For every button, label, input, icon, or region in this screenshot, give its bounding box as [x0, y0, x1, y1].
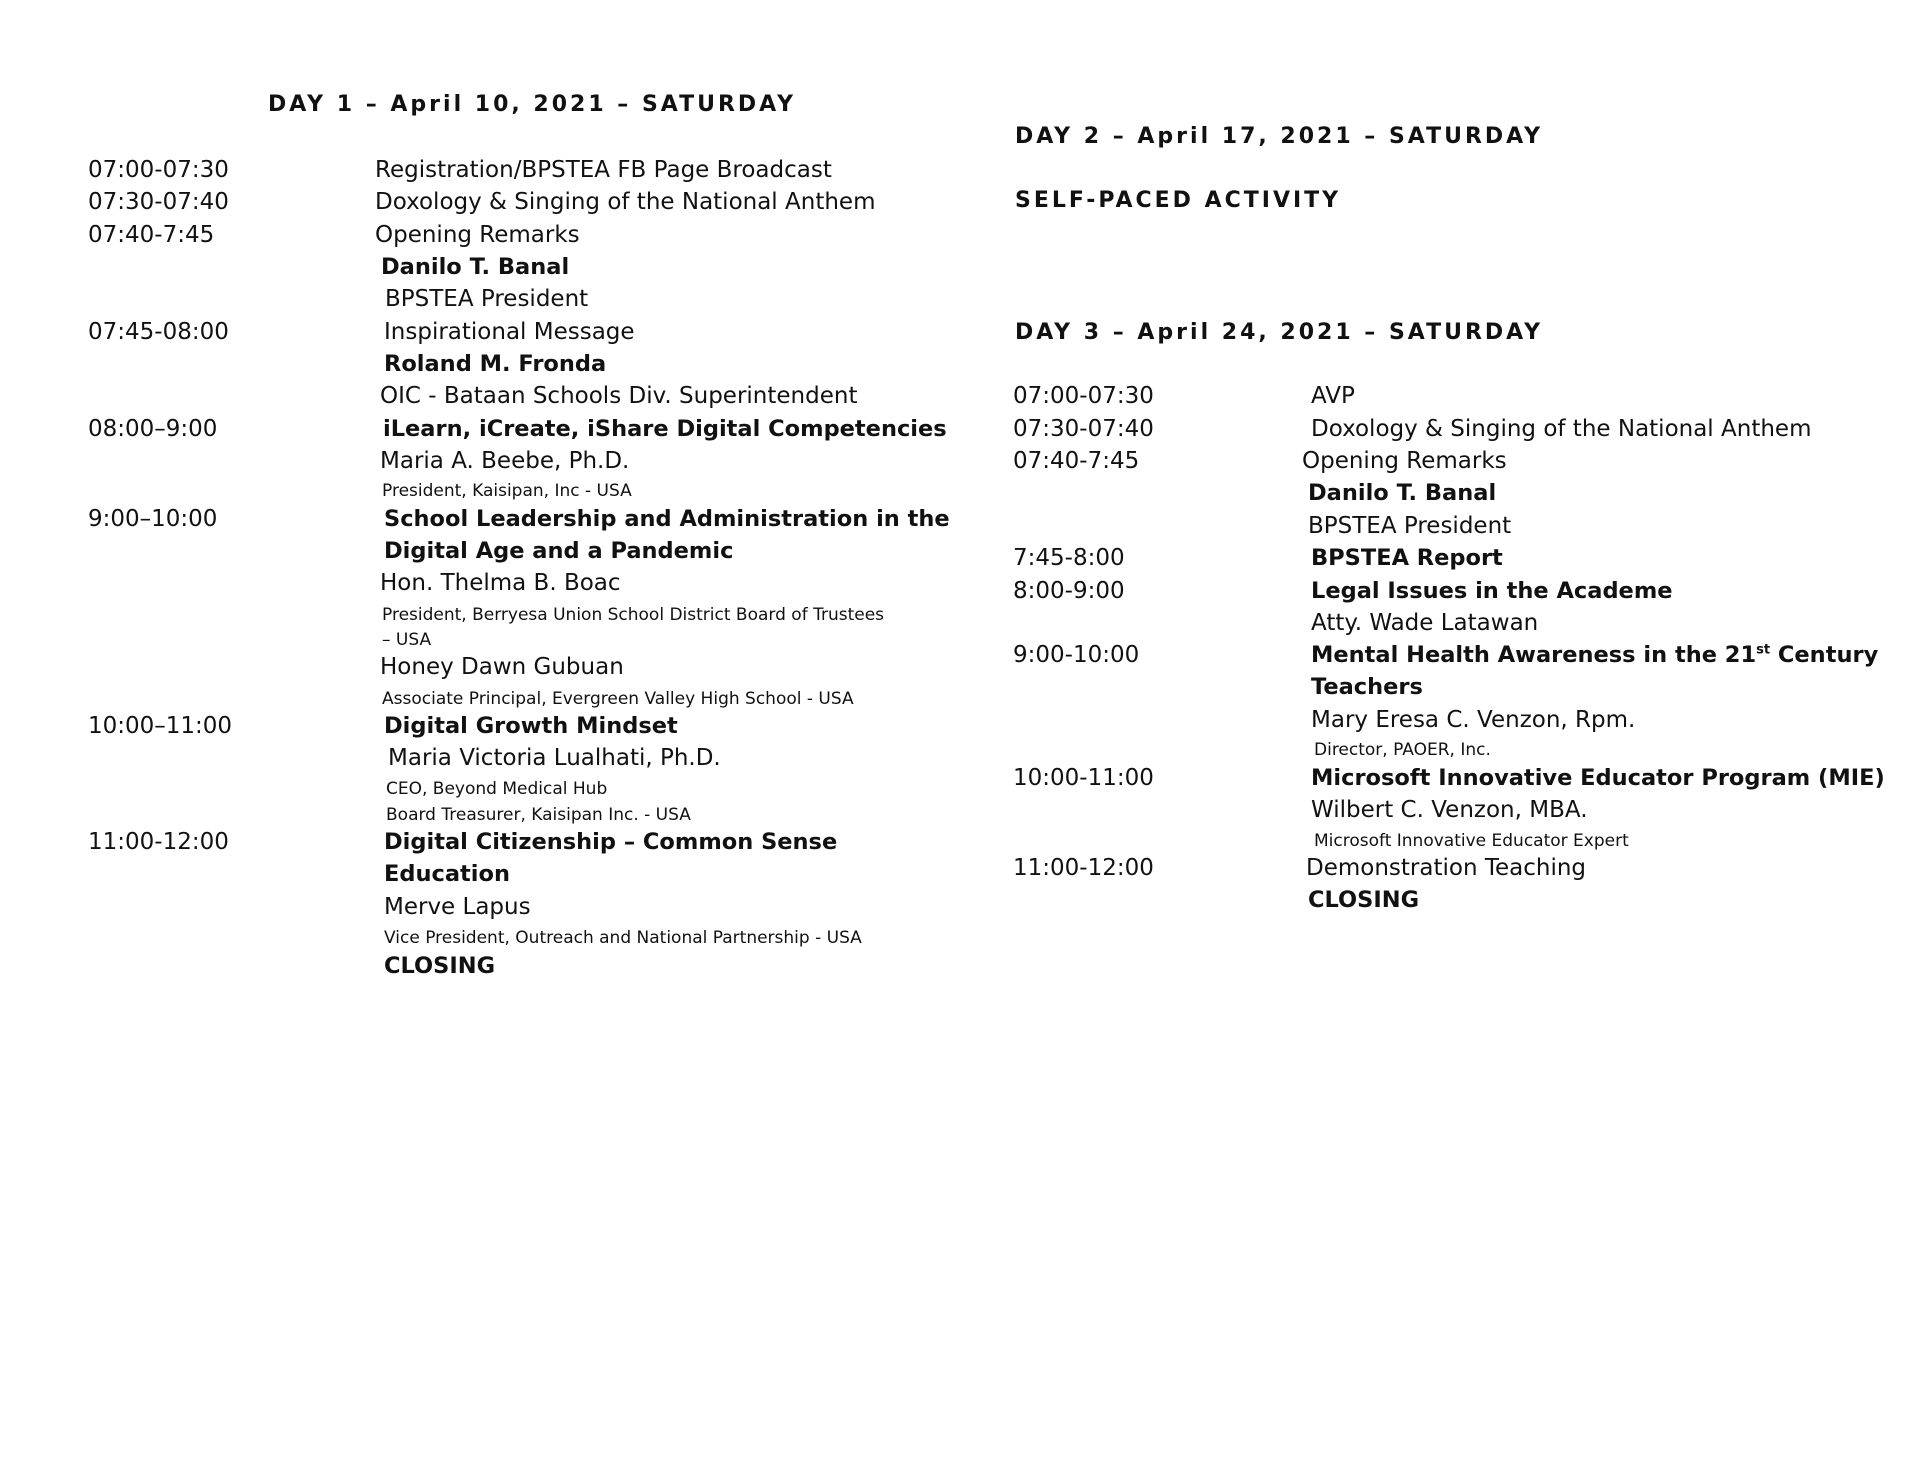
activity-title-text: Mental Health Awareness in the 21	[1311, 642, 1757, 668]
activity-title: Registration/BPSTEA FB Page Broadcast	[375, 157, 832, 183]
time-slot: 07:40-7:45	[88, 222, 215, 248]
activity-title: Digital Growth Mindset	[384, 713, 678, 739]
day3-header: DAY 3 – April 24, 2021 – SATURDAY	[1015, 320, 1544, 345]
activity-title-line2: Education	[384, 861, 510, 887]
time-slot: 07:30-07:40	[88, 189, 229, 215]
speaker-role-line2: – USA	[382, 630, 432, 650]
speaker-name: Mary Eresa C. Venzon, Rpm.	[1311, 707, 1636, 733]
time-slot: 07:00-07:30	[88, 157, 229, 183]
activity-title: Demonstration Teaching	[1306, 855, 1587, 881]
activity-title-text: Century	[1770, 642, 1879, 668]
time-slot: 8:00-9:00	[1013, 578, 1125, 604]
activity-title: Microsoft Innovative Educator Program (MIE)	[1311, 765, 1885, 791]
time-slot: 10:00-11:00	[1013, 765, 1154, 791]
time-slot: 11:00-12:00	[88, 829, 229, 855]
closing-label: CLOSING	[1308, 887, 1420, 913]
time-slot: 9:00-10:00	[1013, 642, 1140, 668]
time-slot: 07:00-07:30	[1013, 383, 1154, 409]
time-slot: 7:45-8:00	[1013, 545, 1125, 571]
closing-label: CLOSING	[384, 953, 496, 979]
speaker-name: Danilo T. Banal	[381, 254, 570, 280]
speaker-name: Roland M. Fronda	[384, 351, 607, 377]
speaker-role: BPSTEA President	[385, 286, 589, 312]
speaker-role: President, Kaisipan, Inc - USA	[382, 481, 632, 501]
speaker-name: Honey Dawn Gubuan	[380, 654, 624, 680]
activity-title: BPSTEA Report	[1311, 545, 1503, 571]
speaker-name: Wilbert C. Venzon, MBA.	[1311, 797, 1588, 823]
activity-title-line1	[1311, 642, 1878, 668]
time-slot: 9:00–10:00	[88, 506, 218, 532]
activity-title: Doxology & Singing of the National Anthem	[1311, 416, 1812, 442]
activity-title-line2: Teachers	[1311, 674, 1423, 700]
speaker-name: Danilo T. Banal	[1308, 480, 1497, 506]
day2-activity: SELF-PACED ACTIVITY	[1015, 188, 1342, 213]
activity-title: Opening Remarks	[375, 222, 580, 248]
speaker-role: OIC - Bataan Schools Div. Superintendent	[380, 383, 858, 409]
activity-title: Legal Issues in the Academe	[1311, 578, 1673, 604]
activity-title: AVP	[1311, 383, 1355, 409]
speaker-role: Associate Principal, Evergreen Valley High School - USA	[382, 689, 854, 709]
day2-header: DAY 2 – April 17, 2021 – SATURDAY	[1015, 124, 1544, 149]
activity-title: Opening Remarks	[1302, 448, 1507, 474]
speaker-name: Hon. Thelma B. Boac	[380, 570, 621, 596]
speaker-name: Atty. Wade Latawan	[1311, 610, 1539, 636]
activity-title-line2: Digital Age and a Pandemic	[384, 538, 734, 564]
speaker-role: Board Treasurer, Kaisipan Inc. - USA	[386, 805, 691, 825]
speaker-role-line1: President, Berryesa Union School District Board of Trustees	[382, 605, 885, 625]
ordinal-suffix: st	[1756, 642, 1771, 658]
time-slot: 07:30-07:40	[1013, 416, 1154, 442]
activity-title-line1: School Leadership and Administration in the	[384, 506, 950, 532]
time-slot: 07:45-08:00	[88, 319, 229, 345]
time-slot: 08:00–9:00	[88, 416, 218, 442]
activity-title: Doxology & Singing of the National Anthem	[375, 189, 876, 215]
time-slot: 10:00–11:00	[88, 713, 233, 739]
speaker-role: Vice President, Outreach and National Partnership - USA	[384, 928, 862, 948]
speaker-role: Microsoft Innovative Educator Expert	[1314, 831, 1629, 851]
activity-title: iLearn, iCreate, iShare Digital Competencies	[383, 416, 947, 442]
speaker-role: CEO, Beyond Medical Hub	[386, 779, 608, 799]
speaker-name: Merve Lapus	[384, 894, 531, 920]
time-slot: 07:40-7:45	[1013, 448, 1140, 474]
activity-title: Inspirational Message	[384, 319, 635, 345]
speaker-role: Director, PAOER, Inc.	[1314, 740, 1491, 760]
time-slot: 11:00-12:00	[1013, 855, 1154, 881]
speaker-role: BPSTEA President	[1308, 513, 1512, 539]
speaker-name: Maria Victoria Lualhati, Ph.D.	[388, 745, 721, 771]
day1-header: DAY 1 – April 10, 2021 – SATURDAY	[268, 92, 797, 117]
speaker-name: Maria A. Beebe, Ph.D.	[380, 448, 630, 474]
activity-title-line1: Digital Citizenship – Common Sense	[384, 829, 838, 855]
